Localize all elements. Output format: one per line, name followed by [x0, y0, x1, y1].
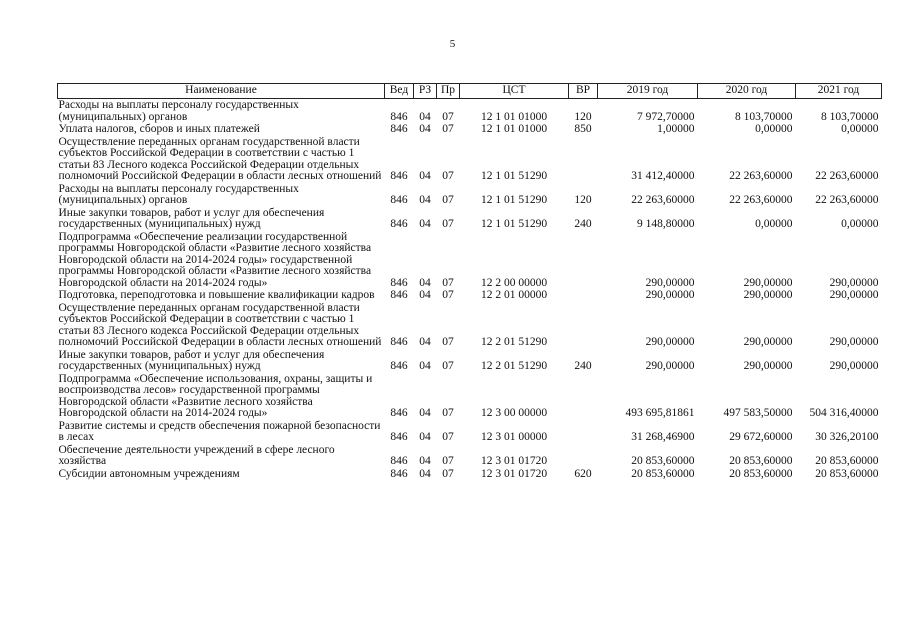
cell-pr: 07 [442, 170, 454, 182]
cell-ved: 846 [390, 431, 408, 443]
cell-ved: 846 [390, 455, 408, 467]
cell-2019: 290,00000 [645, 276, 695, 289]
table-row [58, 444, 882, 468]
cell-cst: 12 2 01 51290 [480, 336, 548, 348]
cell-2021: 0,00000 [841, 218, 879, 230]
cell-vr: 620 [574, 467, 592, 480]
cell-vr [569, 420, 598, 444]
header-2021: 2021 год [796, 84, 882, 99]
cell-cst: 12 3 01 01720 [480, 467, 548, 480]
cell-ved: 846 [390, 194, 408, 206]
cell-2020: 0,00000 [755, 218, 793, 230]
cell-cst: 12 1 01 51290 [480, 218, 548, 230]
cell-2020: 290,00000 [743, 336, 793, 348]
cell-2019: 31 412,40000 [631, 170, 695, 182]
table-row [58, 468, 882, 481]
cell-rz: 04 [419, 407, 431, 419]
cell-vr [569, 373, 598, 420]
cell-ved: 846 [390, 467, 408, 480]
cell-name: Субсидии автономным учреждениям [58, 467, 240, 480]
table-row [58, 302, 882, 349]
cell-cst: 12 2 00 00000 [480, 276, 548, 289]
cell-2019: 9 148,80000 [637, 218, 695, 230]
cell-ved: 846 [390, 336, 408, 348]
cell-2019: 290,00000 [645, 360, 695, 372]
cell-2019: 20 853,60000 [631, 455, 695, 467]
cell-name: Развитие системы и средств обеспечения пожарной безопасности в лесах [58, 419, 381, 443]
cell-2021: 22 263,60000 [815, 170, 879, 182]
page-number: 5 [449, 38, 456, 50]
cell-vr: 120 [574, 194, 592, 206]
cell-vr [569, 289, 598, 302]
cell-vr [569, 302, 598, 349]
cell-name: Иные закупки товаров, работ и услуг для обеспечения государственных (муниципальных) нужд [58, 348, 325, 372]
cell-vr [569, 444, 598, 468]
cell-pr: 07 [442, 123, 454, 135]
table-row [58, 349, 882, 373]
table-row [58, 373, 882, 420]
cell-rz: 04 [419, 170, 431, 182]
cell-cst: 12 3 01 00000 [480, 431, 548, 443]
cell-cst: 12 2 01 00000 [480, 289, 548, 301]
cell-2021: 0,00000 [841, 123, 879, 135]
cell-2021: 290,00000 [829, 336, 879, 348]
cell-ved: 846 [390, 110, 408, 123]
cell-2020: 497 583,50000 [723, 407, 793, 419]
table-row [58, 183, 882, 207]
cell-2021: 22 263,60000 [815, 194, 879, 206]
cell-rz: 04 [419, 110, 431, 123]
cell-pr: 07 [442, 360, 454, 372]
cell-name: Уплата налогов, сборов и иных платежей [58, 123, 260, 135]
table-body [58, 99, 882, 481]
cell-2020: 290,00000 [743, 360, 793, 372]
cell-2020: 20 853,60000 [729, 455, 793, 467]
cell-pr: 07 [442, 276, 454, 289]
cell-rz: 04 [419, 276, 431, 289]
table-row [58, 420, 882, 444]
table-row [58, 207, 882, 231]
table-row [58, 99, 882, 124]
cell-name: Подпрограмма «Обеспечение использования, охраны, защиты и воспроизводства лесов» государственной программы Новгородской области «Развитие лесного хозяйства Новгородской области на 2014-2024 годы» [58, 372, 373, 419]
header-cst: ЦСТ [460, 84, 569, 99]
cell-pr: 07 [442, 455, 454, 467]
table-row [58, 231, 882, 290]
cell-pr: 07 [442, 110, 454, 123]
cell-vr: 240 [574, 218, 592, 230]
cell-rz: 04 [419, 336, 431, 348]
cell-2019: 20 853,60000 [631, 467, 695, 480]
cell-pr: 07 [442, 218, 454, 230]
cell-cst: 12 1 01 51290 [480, 194, 548, 206]
cell-name: Иные закупки товаров, работ и услуг для обеспечения государственных (муниципальных) нужд [58, 206, 325, 230]
cell-2019: 31 268,46900 [631, 431, 695, 443]
cell-2019: 7 972,70000 [637, 110, 695, 123]
cell-cst: 12 1 01 01000 [480, 123, 548, 135]
cell-rz: 04 [419, 218, 431, 230]
cell-pr: 07 [442, 194, 454, 206]
cell-name: Расходы на выплаты персоналу государственных (муниципальных) органов [58, 182, 299, 206]
cell-2021: 20 853,60000 [815, 467, 879, 480]
cell-2020: 20 853,60000 [729, 467, 793, 480]
cell-pr: 07 [442, 431, 454, 443]
cell-2021: 504 316,40000 [809, 407, 879, 419]
cell-pr: 07 [442, 467, 454, 480]
cell-ved: 846 [390, 170, 408, 182]
cell-ved: 846 [390, 407, 408, 419]
cell-pr: 07 [442, 289, 454, 301]
cell-name: Подготовка, переподготовка и повышение квалификации кадров [58, 289, 375, 301]
cell-rz: 04 [419, 467, 431, 480]
cell-2020: 22 263,60000 [729, 170, 793, 182]
cell-rz: 04 [419, 431, 431, 443]
cell-2019: 1,00000 [657, 123, 695, 135]
cell-vr [569, 136, 598, 183]
cell-2019: 290,00000 [645, 289, 695, 301]
cell-2021: 290,00000 [829, 360, 879, 372]
cell-ved: 846 [390, 218, 408, 230]
cell-2020: 290,00000 [743, 289, 793, 301]
cell-rz: 04 [419, 194, 431, 206]
header-name: Наименование [58, 84, 385, 99]
cell-ved: 846 [390, 123, 408, 135]
cell-name: Расходы на выплаты персоналу государственных (муниципальных) органов [58, 99, 299, 123]
cell-pr: 07 [442, 407, 454, 419]
cell-name: Осуществление переданных органам государственной власти субъектов Российской Федерации в соответствии с частью 1 статьи 83 Лесного кодекса Российской Федерации отдельных полномочий Российской Федерации в области лесных отношений [58, 135, 382, 182]
cell-ved: 846 [390, 276, 408, 289]
cell-vr: 850 [574, 123, 592, 135]
cell-cst: 12 2 01 51290 [480, 360, 548, 372]
cell-2021: 8 103,70000 [821, 110, 879, 123]
cell-2019: 290,00000 [645, 336, 695, 348]
cell-cst: 12 1 01 01000 [480, 110, 548, 123]
cell-rz: 04 [419, 123, 431, 135]
cell-2020: 0,00000 [755, 123, 793, 135]
cell-rz: 04 [419, 289, 431, 301]
cell-2021: 20 853,60000 [815, 455, 879, 467]
budget-table [57, 83, 882, 480]
cell-name: Обеспечение деятельности учреждений в сфере лесного хозяйства [58, 443, 335, 467]
cell-vr [569, 231, 598, 290]
cell-2020: 29 672,60000 [729, 431, 793, 443]
cell-rz: 04 [419, 360, 431, 372]
cell-2019: 22 263,60000 [631, 194, 695, 206]
table-row [58, 136, 882, 183]
header-pr: Пр [437, 84, 460, 99]
cell-2021: 30 326,20100 [815, 431, 879, 443]
header-vr: ВР [569, 84, 598, 99]
table-header-row [58, 84, 882, 99]
cell-cst: 12 1 01 51290 [480, 170, 548, 182]
cell-pr: 07 [442, 336, 454, 348]
cell-cst: 12 3 00 00000 [480, 407, 548, 419]
cell-2021: 290,00000 [829, 289, 879, 301]
cell-name: Осуществление переданных органам государственной власти субъектов Российской Федерации в соответствии с частью 1 статьи 83 Лесного кодекса Российской Федерации отдельных полномочий Российской Федерации в области лесных отношений [58, 301, 382, 348]
cell-ved: 846 [390, 360, 408, 372]
cell-name: Подпрограмма «Обеспечение реализации государственной программы Новгородской области «Развитие лесного хозяйства Новгородской области на 2014-2024 годы» государственной программы Новгородской области «Развитие лесного хозяйства Новгородской области на 2014-2024 годы» [58, 230, 372, 289]
table-row [58, 289, 882, 302]
cell-rz: 04 [419, 455, 431, 467]
header-2020: 2020 год [698, 84, 796, 99]
cell-2021: 290,00000 [829, 276, 879, 289]
cell-2020: 290,00000 [743, 276, 793, 289]
cell-vr: 240 [574, 360, 592, 372]
cell-vr: 120 [574, 110, 592, 123]
cell-cst: 12 3 01 01720 [480, 455, 548, 467]
header-rz: РЗ [414, 84, 437, 99]
cell-ved: 846 [390, 289, 408, 301]
cell-2020: 22 263,60000 [729, 194, 793, 206]
header-2019: 2019 год [598, 84, 698, 99]
table-row [58, 123, 882, 136]
header-ved: Вед [385, 84, 414, 99]
cell-2019: 493 695,81861 [625, 407, 695, 419]
cell-2020: 8 103,70000 [735, 110, 793, 123]
